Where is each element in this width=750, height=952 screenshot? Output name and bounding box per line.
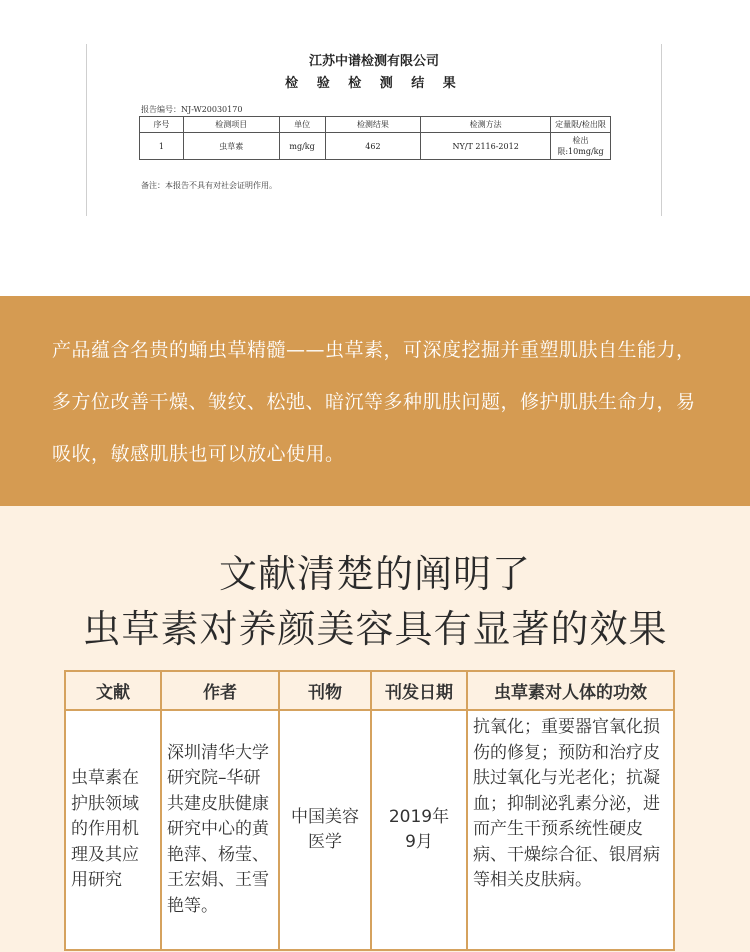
report-cell: 1 [140,133,184,160]
report-table-header-row [140,117,611,133]
header-author: 作者 [161,671,279,710]
report-header-cell: 检测项目 [183,117,279,133]
report-cell: 检出限:10mg/kg [550,133,610,160]
literature-table [64,670,675,951]
report-header-cell: 定量限/检出限 [550,117,610,133]
report-title: 检 验 检 测 结 果 [285,76,463,91]
headline-line-1: 文献清楚的阐明了 [218,552,531,596]
effects-cell: 抗氧化；重要器官氧化损伤的修复；预防和治疗皮肤过氧化与光老化；抗凝血；抑制泌乳素分泌，进而产生干预系统性硬皮病、干燥综合征、银屑病等相关皮肤病。 [467,710,674,950]
authors-cell: 深圳清华大学研究院–华研共建皮肤健康研究中心的黄艳萍、杨莹、王宏娟、王雪艳等。 [161,710,279,950]
report-header-cell: 序号 [140,117,184,133]
report-table-row [140,133,611,160]
header-journal: 刊物 [279,671,371,710]
report-cell: 462 [325,133,421,160]
headline-line-2: 虫草素对养颜美容具有显著的效果 [82,607,668,651]
header-date: 刊发日期 [371,671,467,710]
test-report-image [86,44,662,216]
test-report-section [0,0,750,296]
report-header-cell: 检测结果 [325,117,421,133]
report-note: 备注：本报告不具有对社会证明作用。 [141,181,277,190]
journal-cell: 中国美容医学 [279,710,371,950]
intro-text: 产品蕴含名贵的蛹虫草精髓——虫草素，可深度挖掘并重塑肌肤自生能力，多方位改善干燥、皱纹、松弛、暗沉等多种肌肤问题，修护肌肤生命力，易吸收，敏感肌肤也可以放心使用。 [52,339,696,465]
literature-row [65,710,674,950]
report-cell: 虫草素 [183,133,279,160]
report-company-name: 江苏中谱检测有限公司 [308,54,439,69]
literature-title-cell: 虫草素在护肤领域的作用机理及其应用研究 [65,710,161,950]
literature-header-row [65,671,674,710]
date-cell: 2019年9月 [371,710,467,950]
report-table [139,116,611,160]
report-header-cell: 检测方法 [421,117,551,133]
header-effects: 虫草素对人体的功效 [467,671,674,710]
report-header-cell: 单位 [279,117,325,133]
report-cell: mg/kg [279,133,325,160]
report-number: 报告编号：NJ-W20030170 [141,105,243,114]
report-cell: NY/T 2116-2012 [421,133,551,160]
intro-banner [0,296,750,506]
header-literature: 文献 [65,671,161,710]
